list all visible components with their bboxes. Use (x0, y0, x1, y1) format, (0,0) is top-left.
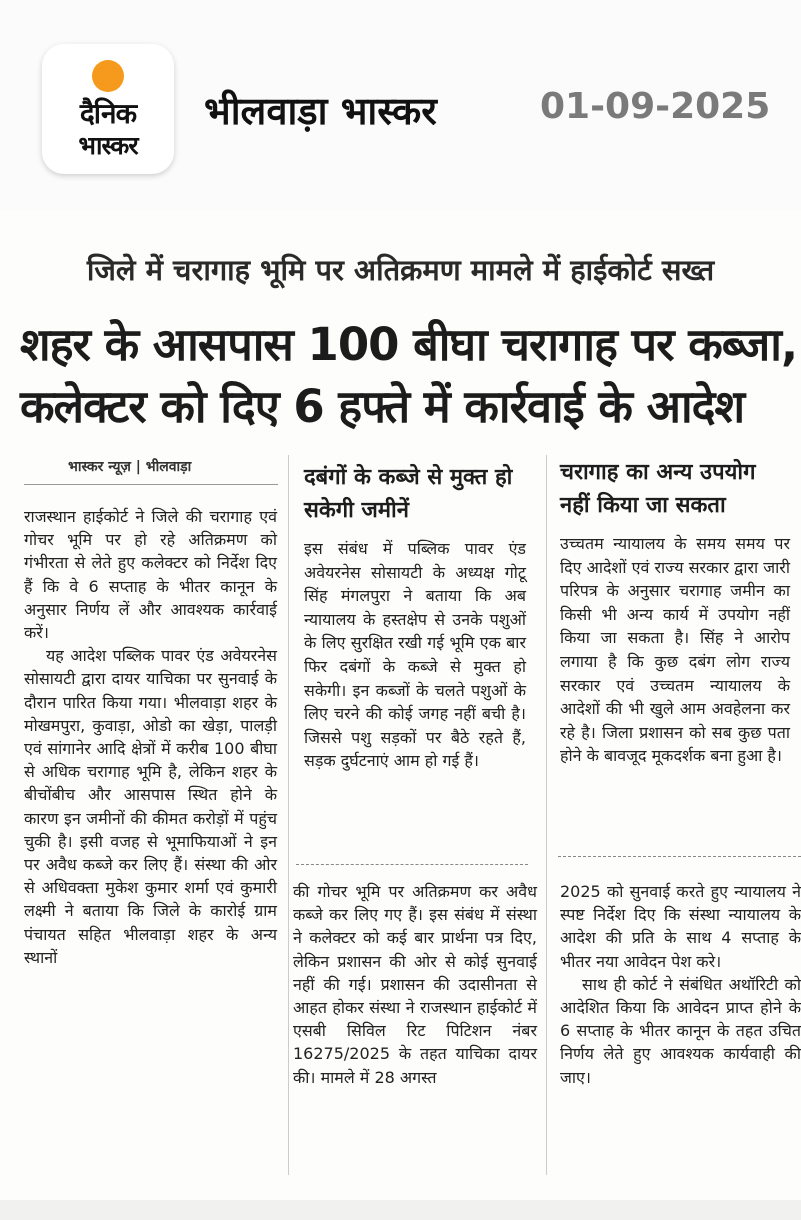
column-2 (293, 880, 537, 1170)
clipping-bottom-edge (0, 1200, 801, 1220)
sun-icon (92, 60, 124, 92)
app-header (0, 0, 801, 210)
column-divider (288, 455, 289, 1175)
column-1 (24, 505, 277, 1165)
column-divider (546, 455, 547, 1175)
column-2-box-text: इस संबंध में पब्लिक पावर एंड अवेयरनेस सोसायटी के अध्यक्ष गोटू सिंह मंगलपुरा ने बताया कि अब न्यायालय के हस्तक्षेप से उनके पशुओं के लिए सुरक्षित रखी गई भूमि एक बार फिर दबंगों के कब्जे से मुक्त हो सकेगी। इन कब्जों के चलते पशुओं के लिए चरने की कोई जगह नहीं बची है। जिससे पशु सड़कों पर बैठे रहते हैं, सड़क दुर्घटनाएं आम हो गई हैं। (304, 539, 526, 771)
article-kicker: जिले में चरागाह भूमि पर अतिक्रमण मामले में हाईकोर्ट सख्त (86, 253, 715, 287)
edition-date: 01-09-2025 (540, 86, 771, 127)
column-3 (560, 880, 801, 1170)
column-3-box (560, 532, 790, 768)
box-divider (558, 856, 801, 857)
column-3-box-text: उच्चतम न्यायालय के समय समय पर दिए आदेशों एवं राज्य सरकार द्वारा जारी परिपत्र के अनुसार चरागाह जमीन का किसी भी अन्य कार्य में उपयोग नहीं किया जा सकता है। सिंह ने आरोप लगाया है कि कुछ दबंग लोग राज्य सरकार एवं उच्चतम न्यायालय के आदेशों की भी खुले आम अवहेलना कर रहे है। जिला प्रशासन को सब कुछ पता होने के बावजूद मूकदर्शक बना हुआ है। (560, 534, 790, 766)
column-1-paragraph: राजस्थान हाईकोर्ट ने जिले की चरागाह एवं गोचर भूमि पर हो रहे अतिक्रमण को गंभीरता से लेते हुए कलेक्टर को निर्देश दिए हैं कि वे 6 सप्ताह के भीतर कानून के अनुसार निर्णय लें और आवश्यक कार्रवाई करें। (24, 507, 277, 643)
column-2-box (304, 537, 526, 773)
logo-text-line1: दैनिक (79, 97, 137, 130)
edition-title: भीलवाड़ा भास्कर (204, 89, 437, 133)
article-headline (20, 314, 798, 438)
column-1-paragraph: यह आदेश पब्लिक पावर एंड अवेयरनेस सोसायटी द्वारा दायर याचिका पर सुनवाई के दौरान पारित किया गया। भीलवाड़ा शहर के मोखमपुरा, कुवाड़ा, ओडो का खेड़ा, पालड़ी एवं सांगानेर आदि क्षेत्रों में करीब 100 बीघा से अधिक चरागाह भूमि है, लेकिन शहर के बीचोंबीच और आसपास स्थित होने के कारण इन जमीनों की कीमत करोड़ों में पहुंच चुकी है। इसी वजह से भूमाफियाओं ने इन पर अवैध कब्जे कर लिए हैं। संस्था की ओर से अधिवक्ता मुकेश कुमार शर्मा एवं कुमारी लक्ष्मी ने बताया कि जिले के कारोई ग्राम पंचायत सहित भीलवाड़ा शहर के अन्य स्थानों (24, 646, 277, 967)
headline-line-2: कलेक्टर को दिए 6 हफ्ते में कार्रवाई के आदेश (20, 380, 745, 433)
subheading-2: दबंगों के कब्जे से मुक्त हो सकेगी जमीनें (304, 465, 513, 523)
logo-text-line2: भास्कर (78, 131, 138, 160)
box-divider (296, 864, 528, 865)
article-byline: भास्कर न्यूज़ | भीलवाड़ा (68, 459, 192, 475)
subheading-3: चरागाह का अन्य उपयोग नहीं किया जा सकता (560, 460, 756, 518)
column-3-paragraph: 2025 को सुनवाई करते हुए न्यायालय ने स्पष्ट निर्देश दिए कि संस्था न्यायालय के आदेश की प्रति के साथ 4 सप्ताह के भीतर नया आवेदन पेश करे। (560, 882, 801, 971)
dainik-bhaskar-logo[interactable] (42, 44, 174, 174)
byline-divider (24, 484, 278, 485)
column-3-paragraph: साथ ही कोर्ट ने संबंधित अथॉरिटी को आदेशित किया कि आवेदन प्राप्त होने के 6 सप्ताह के भीतर कानून के तहत उचित निर्णय लेते हुए आवश्यक कार्यवाही की जाए। (560, 974, 801, 1087)
column-2-paragraph: की गोचर भूमि पर अतिक्रमण कर अवैध कब्जे कर लिए गए हैं। इस संबंध में संस्था ने कलेक्टर को कई बार प्रार्थना पत्र दिए, लेकिन प्रशासन की ओर से कोई सुनवाई नहीं की गई। प्रशासन की उदासीनता से आहत होकर संस्था ने राजस्थान हाईकोर्ट में एसबी सिविल रिट पिटिशन नंबर 16275/2025 के तहत याचिका दायर की। मामले में 28 अगस्त (293, 882, 537, 1087)
headline-line-1: शहर के आसपास 100 बीघा चरागाह पर कब्जा, (20, 318, 798, 371)
